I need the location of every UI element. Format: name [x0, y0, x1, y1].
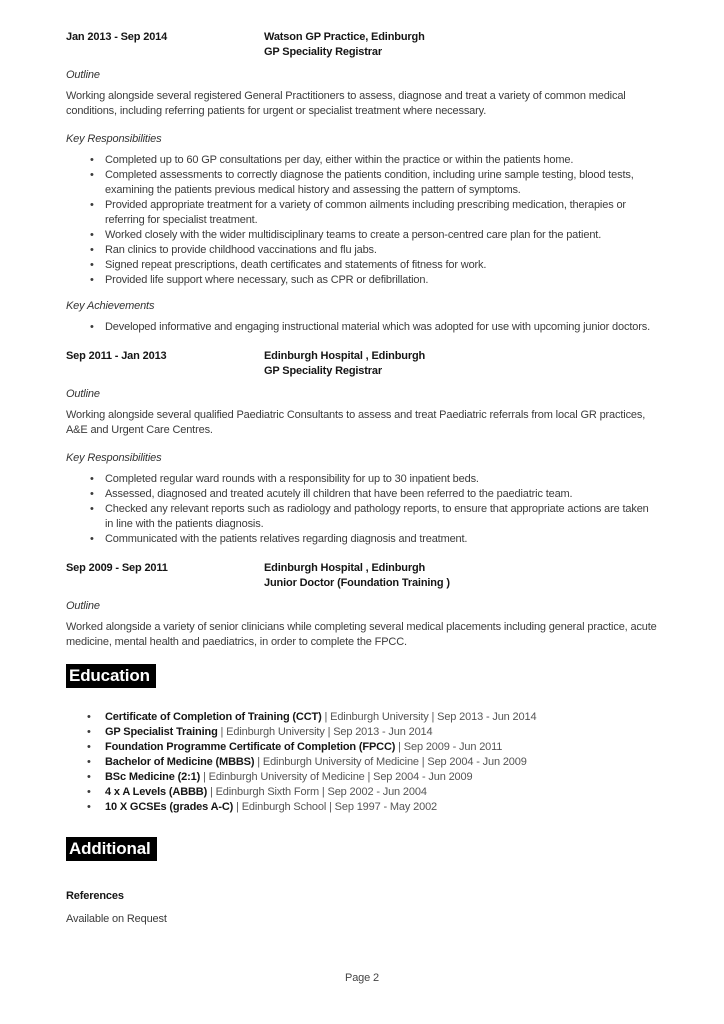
responsibility-item: • Completed up to 60 GP consultations per day, either within the practice or within the patients home.: [90, 153, 658, 168]
outline-label: Outline: [66, 69, 100, 81]
responsibility-item: • Ran clinics to provide childhood vaccinations and flu jabs.: [90, 243, 658, 258]
job-header: [66, 349, 658, 379]
responsibility-item: • Worked closely with the wider multidisciplinary teams to create a person-centred care plan for the patient.: [90, 228, 658, 243]
education-details: | Edinburgh University of Medicine | Sep 2004 - Jun 2009: [254, 756, 527, 768]
achievement-item: • Developed informative and engaging instructional material which was adopted for use with upcoming junior doctors.: [90, 320, 658, 335]
education-details: | Edinburgh Sixth Form | Sep 2002 - Jun 2004: [207, 786, 427, 798]
job-company: Edinburgh Hospital , Edinburgh: [264, 350, 426, 362]
responsibility-item: • Completed assessments to correctly diagnose the patients condition, including urine sample testing, blood tests, examining the patients previous medical history and assessing the pattern of symptoms.: [90, 168, 658, 198]
responsibilities-label: Key Responsibilities: [66, 133, 162, 145]
responsibility-item: • Signed repeat prescriptions, death certificates and statements of fitness for work.: [90, 258, 658, 273]
job-entry-2: [66, 349, 658, 547]
responsibilities-list: [66, 472, 658, 547]
education-item: [87, 785, 658, 800]
education-item: [87, 725, 658, 740]
education-details: | Sep 2009 - Jun 2011: [395, 741, 503, 753]
job-org: [264, 349, 425, 379]
job-dates: Jan 2013 - Sep 2014: [66, 31, 168, 43]
education-section: [66, 664, 658, 815]
education-item: [87, 710, 658, 725]
education-item: [87, 740, 658, 755]
references-value: Available on Request: [66, 913, 167, 925]
education-qualification: GP Specialist Training: [105, 726, 218, 738]
responsibility-item: • Provided appropriate treatment for a variety of common ailments including prescribing medication, therapies or referring for specialist treatment.: [90, 198, 658, 228]
achievements-label: Key Achievements: [66, 300, 155, 312]
additional-heading: Additional: [66, 837, 157, 861]
responsibility-item: • Assessed, diagnosed and treated acutely ill children that have been referred to the paediatric team.: [90, 487, 658, 502]
job-header: [66, 30, 658, 60]
responsibility-item: • Communicated with the patients relatives regarding diagnosis and treatment.: [90, 532, 658, 547]
education-qualification: BSc Medicine (2:1): [105, 771, 201, 783]
education-qualification: 10 X GCSEs (grades A-C): [105, 801, 234, 813]
education-item: [87, 800, 658, 815]
education-details: | Edinburgh University of Medicine | Sep 2004 - Jun 2009: [200, 771, 473, 783]
job-header: [66, 561, 658, 591]
outline-label: Outline: [66, 600, 100, 612]
job-role: Junior Doctor (Foundation Training ): [264, 577, 450, 589]
job-role: GP Speciality Registrar: [264, 365, 383, 377]
references-label: References: [66, 890, 124, 902]
education-list: [66, 710, 658, 815]
job-company: Watson GP Practice, Edinburgh: [264, 31, 425, 43]
achievements-list: [66, 320, 658, 335]
outline-text: Worked alongside a variety of senior clinicians while completing several medical placements including general practice, acute medicine, mental health and paediatrics, in order to complete the FPCC.: [66, 621, 657, 648]
job-entry-1: [66, 30, 658, 335]
education-details: | Edinburgh School | Sep 1997 - May 2002: [233, 801, 437, 813]
education-qualification: Foundation Programme Certificate of Completion (FPCC): [105, 741, 396, 753]
education-qualification: Certificate of Completion of Training (CCT): [105, 711, 322, 723]
outline-text: Working alongside several registered General Practitioners to assess, diagnose and treat a variety of common medical conditions, including referring patients for urgent or specialist treatment where necessary.: [66, 90, 626, 117]
job-org: [264, 561, 450, 591]
education-item: [87, 755, 658, 770]
additional-section: [66, 837, 658, 927]
job-entry-3: [66, 561, 658, 650]
job-dates: Sep 2009 - Sep 2011: [66, 562, 168, 574]
responsibilities-list: [66, 153, 658, 288]
job-org: [264, 30, 425, 60]
page-number: Page 2: [345, 972, 379, 984]
responsibilities-label: Key Responsibilities: [66, 452, 162, 464]
responsibility-item: • Checked any relevant reports such as radiology and pathology reports, to ensure that appropriate actions are taken in line with the patients diagnosis.: [90, 502, 658, 532]
education-details: | Edinburgh University | Sep 2013 - Jun 2014: [321, 711, 537, 723]
education-heading: Education: [66, 664, 156, 688]
outline-label: Outline: [66, 388, 100, 400]
job-company: Edinburgh Hospital , Edinburgh: [264, 562, 426, 574]
responsibility-item: • Completed regular ward rounds with a responsibility for up to 30 inpatient beds.: [90, 472, 658, 487]
responsibility-item: • Provided life support where necessary, such as CPR or defibrillation.: [90, 273, 658, 288]
job-role: GP Speciality Registrar: [264, 46, 383, 58]
education-qualification: Bachelor of Medicine (MBBS): [105, 756, 255, 768]
education-qualification: 4 x A Levels (ABBB): [105, 786, 208, 798]
education-details: | Edinburgh University | Sep 2013 - Jun 2014: [217, 726, 433, 738]
education-item: [87, 770, 658, 785]
outline-text: Working alongside several qualified Paediatric Consultants to assess and treat Paediatric referrals from local GR practices, A&E and Urgent Care Centres.: [66, 409, 646, 436]
job-dates: Sep 2011 - Jan 2013: [66, 350, 167, 362]
